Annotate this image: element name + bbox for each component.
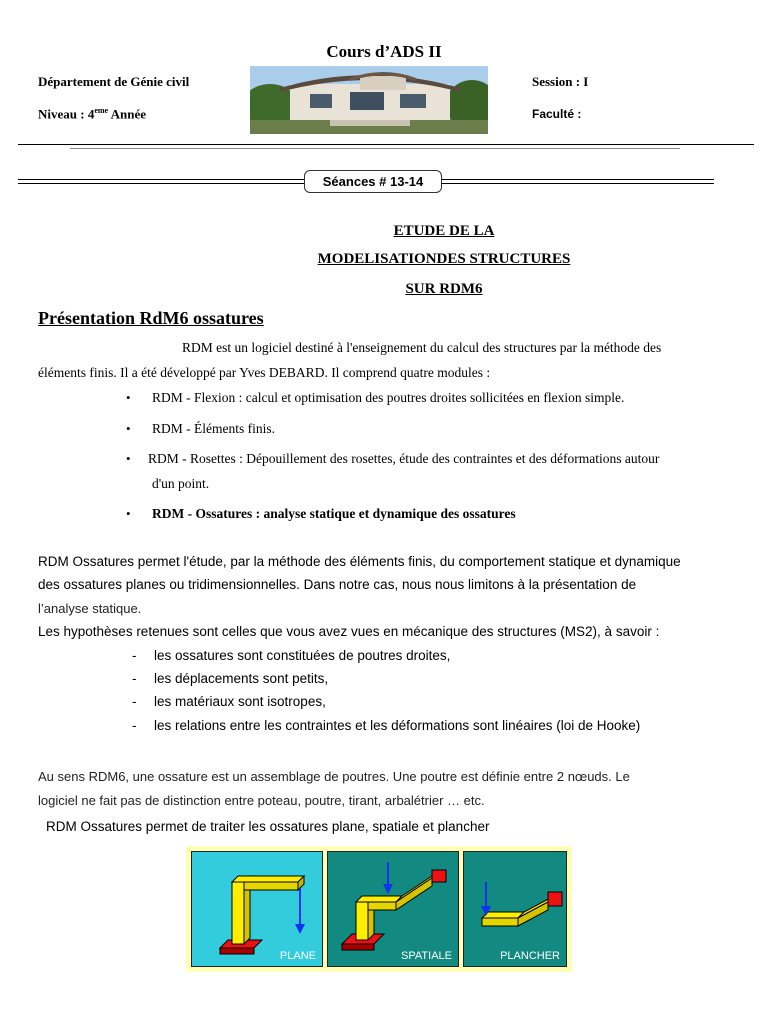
title-line-1: ETUDE DE LA xyxy=(393,223,495,239)
header-separator xyxy=(18,144,754,145)
level-superscript: eme xyxy=(94,106,109,115)
level-prefix: Niveau : 4 xyxy=(38,106,95,122)
plancher-structure-icon xyxy=(464,852,566,966)
seance-rule-right xyxy=(440,179,714,184)
module-elements-finis: RDM - Éléments finis. xyxy=(152,421,275,436)
para2-line-3: l’analyse statique. xyxy=(38,601,142,616)
bullet-dot: • xyxy=(126,506,131,521)
para3-line-2: logiciel ne fait pas de distinction entre poteau, poutre, tirant, arbalétrier … etc. xyxy=(38,793,485,808)
hypothesis-4: les relations entre les contraintes et les déformations sont linéaires (loi de Hooke) xyxy=(154,718,641,733)
dash-marker: - xyxy=(132,648,137,663)
para3-line-1: Au sens RDM6, une ossature est un assemblage de poutres. Une poutre est définie entre 2 nœuds. Le xyxy=(38,769,630,784)
title-line-2: MODELISATIONDES STRUCTURES xyxy=(317,251,571,267)
dash-marker: - xyxy=(132,671,137,686)
hypothesis-1: les ossatures sont constituées de poutres droites, xyxy=(154,648,451,663)
modes-figure xyxy=(186,846,572,972)
bullet-dot: • xyxy=(126,451,131,466)
dash-marker: - xyxy=(132,694,137,709)
house-illustration xyxy=(250,66,488,134)
module-rosettes-cont: d'un point. xyxy=(152,476,210,491)
plancher-panel xyxy=(463,851,567,967)
level-suffix: Année xyxy=(108,106,147,122)
dash-marker: - xyxy=(132,718,137,733)
plane-structure-icon xyxy=(192,852,322,966)
faculty-label: Faculté : xyxy=(532,107,582,121)
bullet-dot: • xyxy=(126,421,131,436)
seance-rule-left xyxy=(18,179,304,184)
para2-line-1: RDM Ossatures permet l'étude, par la méthode des éléments finis, du comportement statique et dynamique xyxy=(38,554,681,569)
intro-line-2: éléments finis. Il a été développé par Yves DEBARD. Il comprend quatre modules : xyxy=(38,365,491,380)
spatiale-panel xyxy=(327,851,459,967)
level-label xyxy=(38,106,146,122)
hypothesis-2: les déplacements sont petits, xyxy=(154,671,329,686)
header-separator-thin xyxy=(70,148,680,149)
department-label: Département de Génie civil xyxy=(38,74,190,89)
section-heading: Présentation RdM6 ossatures xyxy=(38,308,264,328)
hypothesis-3: les matériaux sont isotropes, xyxy=(154,694,326,709)
house-image xyxy=(250,66,488,134)
module-rosettes: RDM - Rosettes : Dépouillement des rosettes, étude des contraintes et des déformations autour xyxy=(148,451,660,466)
spatiale-structure-icon xyxy=(328,852,458,966)
para2-line-4: Les hypothèses retenues sont celles que vous avez vues en mécanique des structures (MS2), à savoir : xyxy=(38,624,660,639)
module-flexion: RDM - Flexion : calcul et optimisation des poutres droites sollicitées en flexion simple. xyxy=(152,390,625,405)
intro-line-1: RDM est un logiciel destiné à l'enseignement du calcul des structures par la méthode des xyxy=(182,340,662,355)
para2-line-2: des ossatures planes ou tridimensionnelles. Dans notre cas, nous nous limitons à la présentation de xyxy=(38,577,637,592)
spatiale-label: SPATIALE xyxy=(401,950,452,962)
plancher-label: PLANCHER xyxy=(500,950,560,962)
plane-panel xyxy=(191,851,323,967)
course-title: Cours d’ADS II xyxy=(326,42,442,61)
seance-badge: Séances # 13-14 xyxy=(304,170,442,193)
title-line-3: SUR RDM6 xyxy=(405,281,483,297)
plane-label: PLANE xyxy=(279,950,316,962)
session-label: Session : I xyxy=(532,74,589,89)
para4: RDM Ossatures permet de traiter les ossatures plane, spatiale et plancher xyxy=(46,819,490,834)
bullet-dot: • xyxy=(126,390,131,405)
module-ossatures: RDM - Ossatures : analyse statique et dynamique des ossatures xyxy=(152,506,516,521)
